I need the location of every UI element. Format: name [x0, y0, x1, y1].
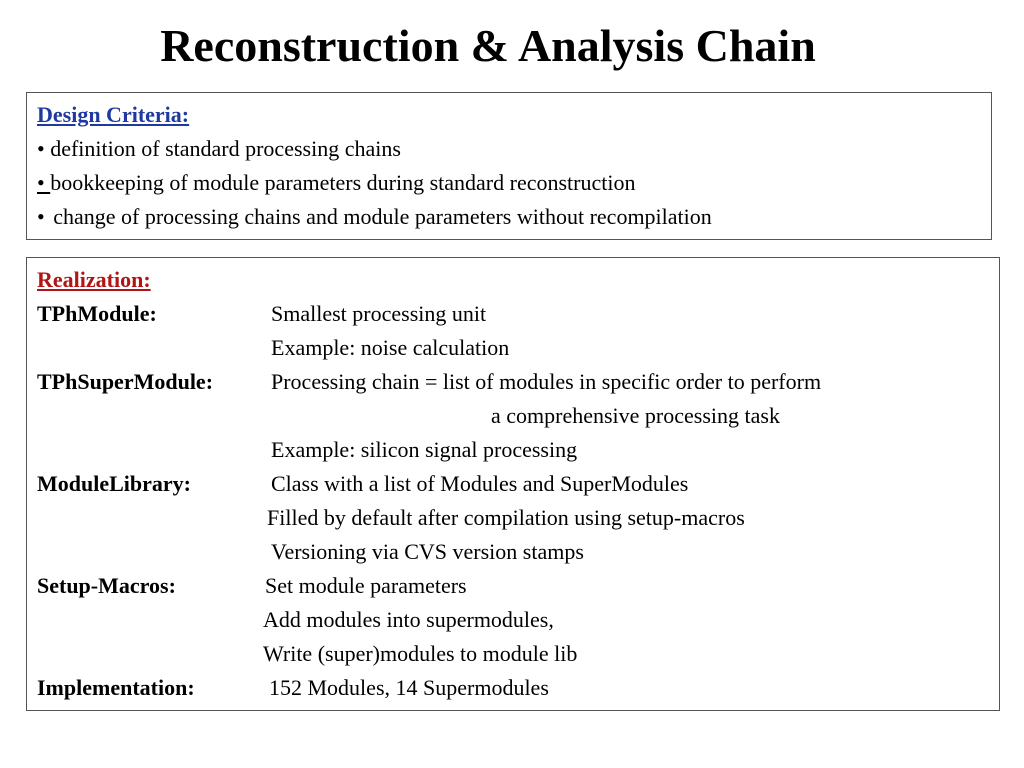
design-item-text: change of processing chains and module parameters without recompilation — [53, 204, 712, 229]
tphmodule-desc-2: Example: noise calculation — [271, 335, 510, 360]
design-item-text: bookkeeping of module parameters during standard reconstruction — [50, 170, 636, 195]
implementation-desc-1: 152 Modules, 14 Supermodules — [269, 675, 549, 700]
design-item-text: definition of standard processing chains — [50, 136, 401, 161]
bullet: • — [37, 136, 45, 161]
design-item-3 — [37, 203, 712, 231]
term-tphsupermodule: TPhSuperModule: — [37, 369, 214, 394]
design-item-1 — [37, 135, 401, 163]
setup-macros-desc-3: Write (super)modules to module lib — [263, 641, 578, 666]
tphsupermodule-desc-2: a comprehensive processing task — [491, 403, 780, 428]
design-criteria-heading: Design Criteria: — [37, 102, 190, 127]
bullet: • — [37, 204, 45, 229]
modulelibrary-desc-1: Class with a list of Modules and SuperModules — [271, 471, 689, 496]
term-modulelibrary: ModuleLibrary: — [37, 471, 191, 496]
term-setup-macros: Setup-Macros: — [37, 573, 176, 598]
tphsupermodule-desc-1: Processing chain = list of modules in specific order to perform — [271, 369, 822, 394]
modulelibrary-desc-3: Versioning via CVS version stamps — [271, 539, 584, 564]
term-implementation: Implementation: — [37, 675, 195, 700]
setup-macros-desc-1: Set module parameters — [265, 573, 467, 598]
tphsupermodule-desc-3: Example: silicon signal processing — [271, 437, 578, 462]
realization-heading: Realization: — [37, 267, 151, 292]
realization-box — [26, 257, 1000, 711]
tphmodule-desc-1: Smallest processing unit — [271, 301, 487, 326]
design-item-2 — [37, 169, 635, 197]
setup-macros-desc-2: Add modules into supermodules, — [263, 607, 554, 632]
slide-title: Reconstruction & Analysis Chain — [160, 20, 816, 71]
bullet: • — [37, 170, 51, 195]
term-tphmodule: TPhModule: — [37, 301, 157, 326]
design-criteria-box — [26, 92, 992, 240]
modulelibrary-desc-2: Filled by default after compilation using setup-macros — [267, 505, 745, 530]
